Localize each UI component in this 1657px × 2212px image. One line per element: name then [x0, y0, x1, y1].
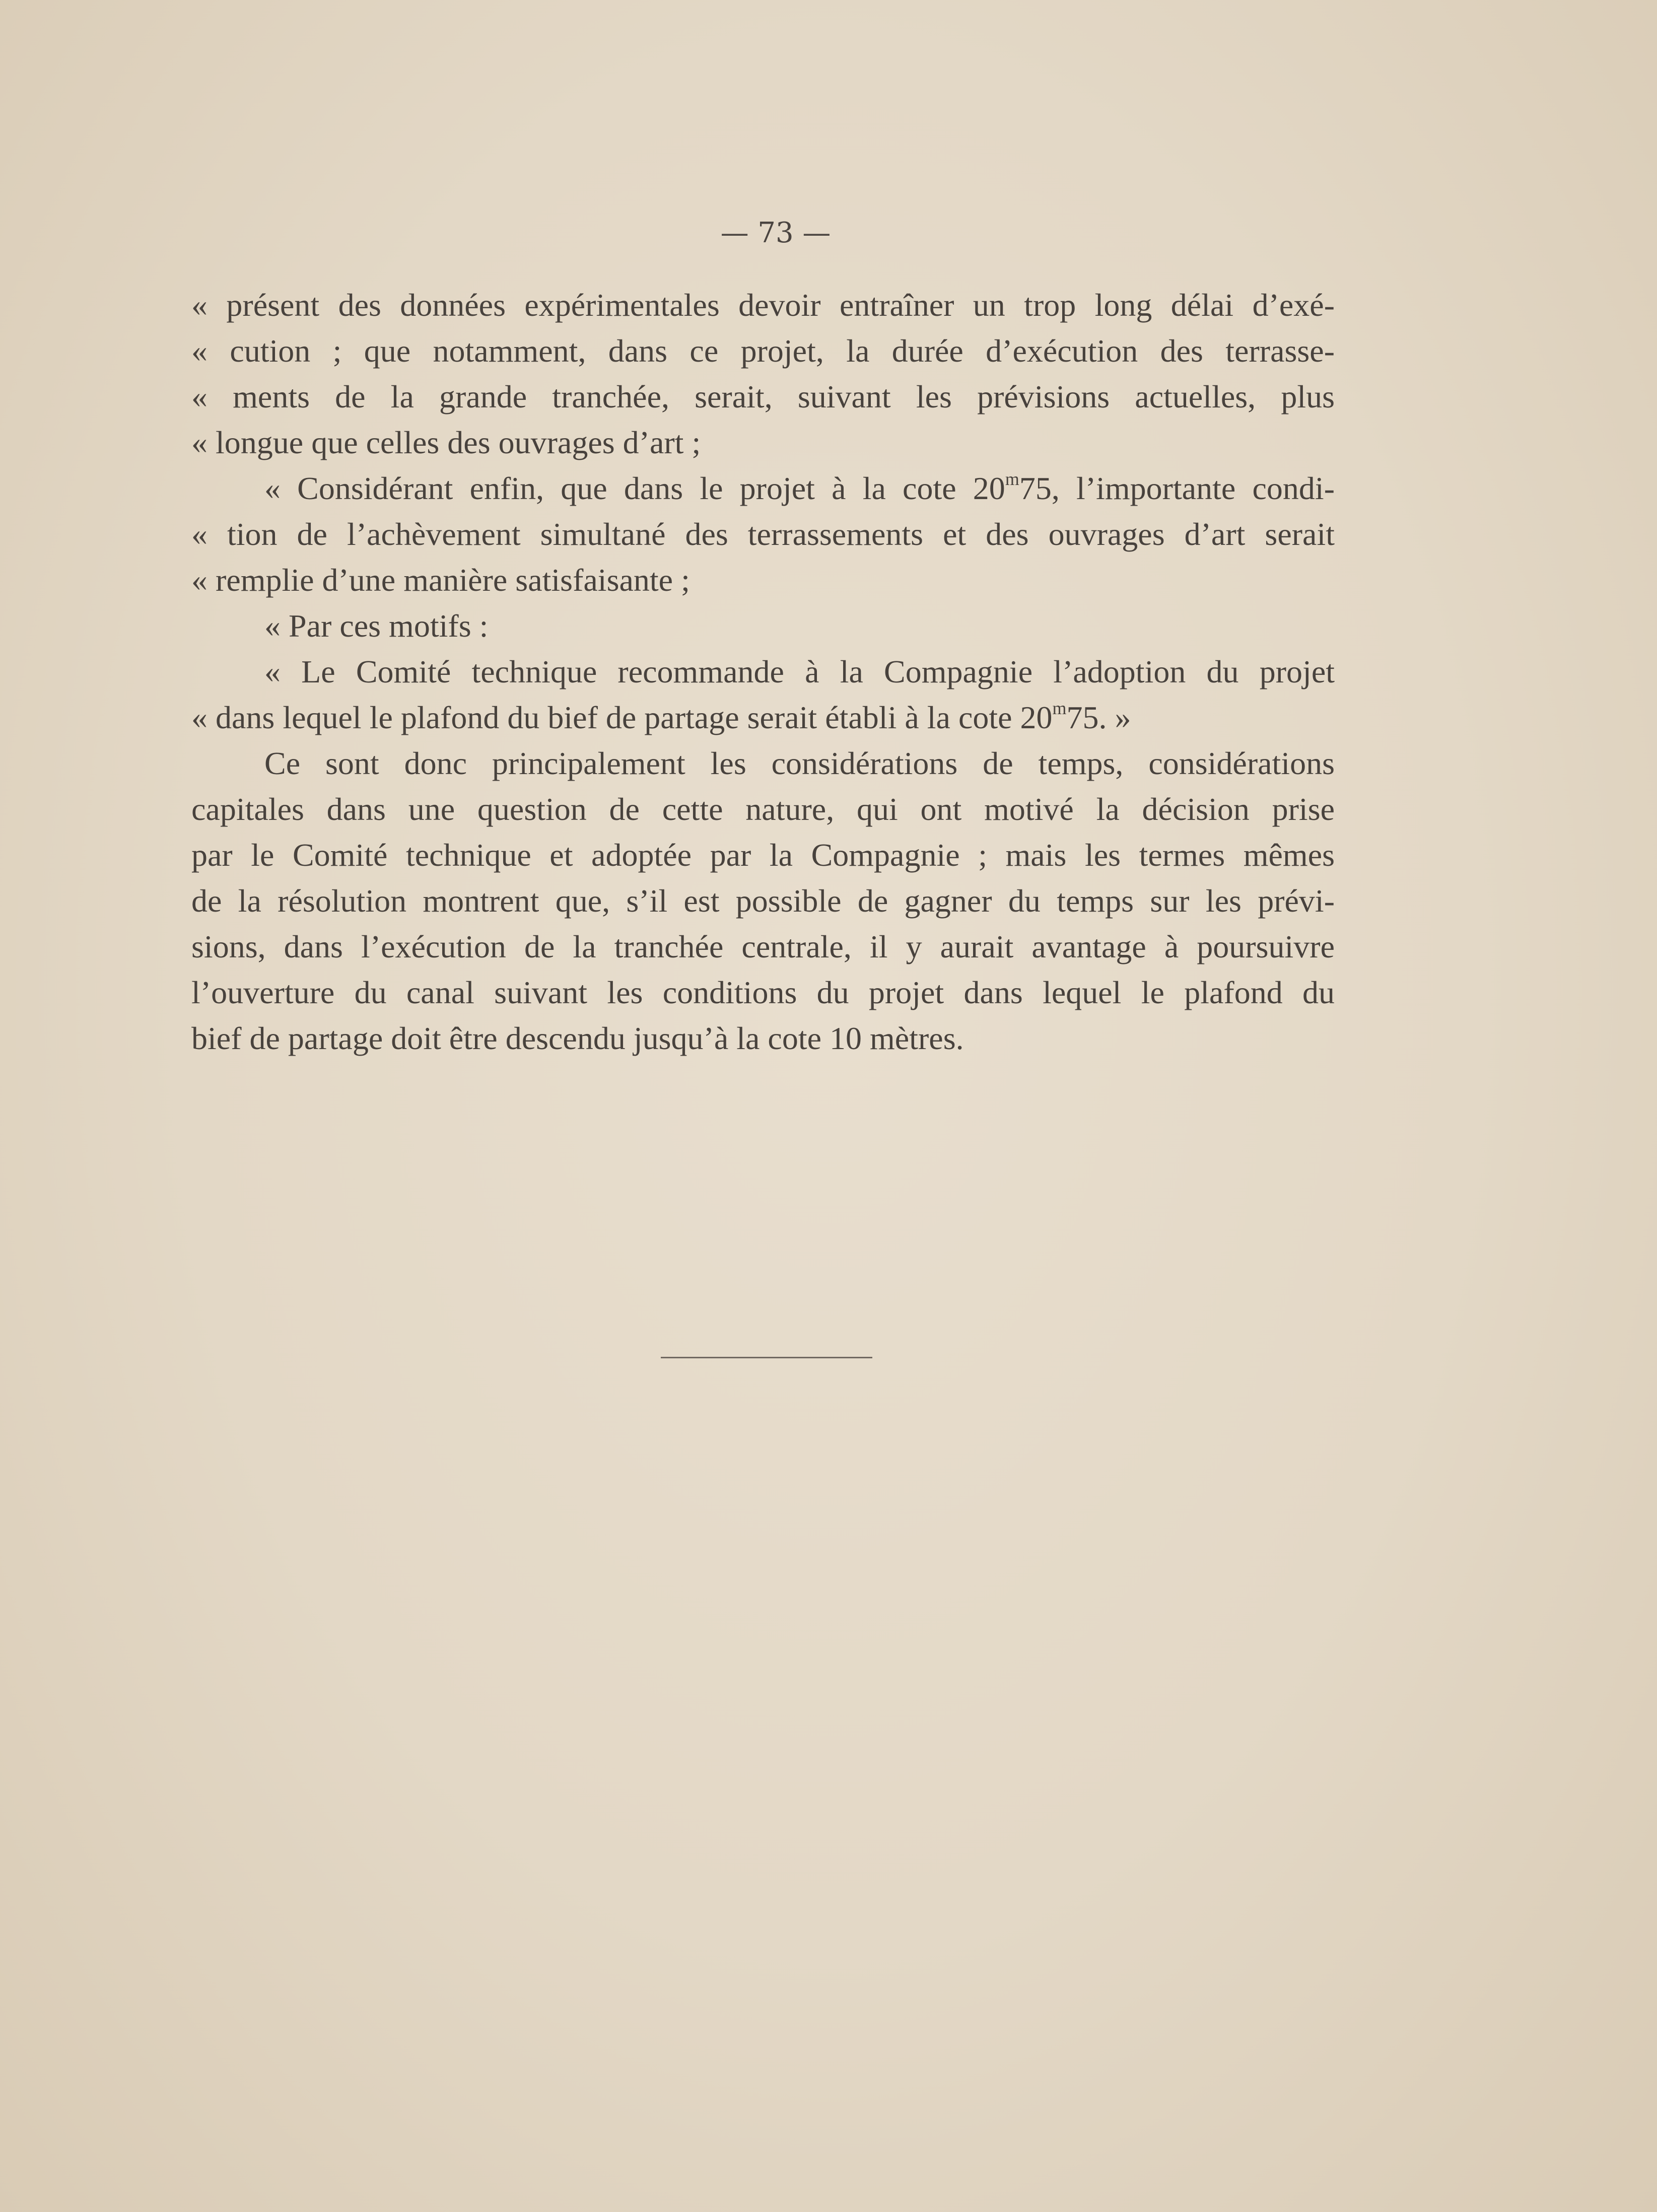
superscript-unit: m — [1052, 698, 1067, 718]
section-divider — [661, 1357, 872, 1358]
text-line-head: « dans lequel le plafond du bief de partage serait établi à la cote 20 — [191, 700, 1053, 735]
text-line-tail: 75, l’importante condi- — [1019, 470, 1335, 506]
text-line: par le Comité technique et adoptée par la Compagnie ; mais les termes mêmes — [191, 837, 1335, 873]
text-line: « remplie d’une manière satisfaisante ; — [191, 562, 690, 598]
text-line: « tion de l’achèvement simultané des terrassements et des ouvrages d’art serait — [191, 516, 1335, 552]
text-line: sions, dans l’exécution de la tranchée centrale, il y aurait avantage à poursuivre — [191, 929, 1335, 964]
text-line — [191, 695, 1335, 740]
text-line: l’ouverture du canal suivant les conditions du projet dans lequel le plafond du — [191, 975, 1335, 1010]
text-line-tail: 75. » — [1066, 700, 1131, 735]
text-line: « Le Comité technique recommande à la Compagnie l’adoption du projet — [264, 654, 1335, 689]
superscript-unit: m — [1005, 469, 1019, 489]
page-number: — 73 — — [720, 217, 831, 249]
text-line: de la résolution montrent que, s’il est possible de gagner du temps sur les prévi- — [191, 883, 1335, 919]
text-line-head: « Considérant enfin, que dans le projet à la cote 20 — [264, 470, 1005, 506]
text-line — [191, 465, 1335, 511]
text-line: bief de partage doit être descendu jusqu’à la cote 10 mètres. — [191, 1020, 964, 1056]
text-line: « cution ; que notamment, dans ce projet, la durée d’exécution des terrasse- — [191, 333, 1335, 369]
text-line: « longue que celles des ouvrages d’art ; — [191, 425, 701, 460]
body-text — [191, 282, 1335, 1061]
text-line: capitales dans une question de cette nature, qui ont motivé la décision prise — [191, 791, 1335, 827]
text-line: « ments de la grande tranchée, serait, suivant les prévisions actuelles, plus — [191, 379, 1335, 414]
text-line: « présent des données expérimentales devoir entraîner un trop long délai d’exé- — [191, 287, 1335, 323]
text-line: « Par ces motifs : — [264, 608, 489, 644]
text-line: Ce sont donc principalement les considérations de temps, considérations — [264, 745, 1335, 781]
